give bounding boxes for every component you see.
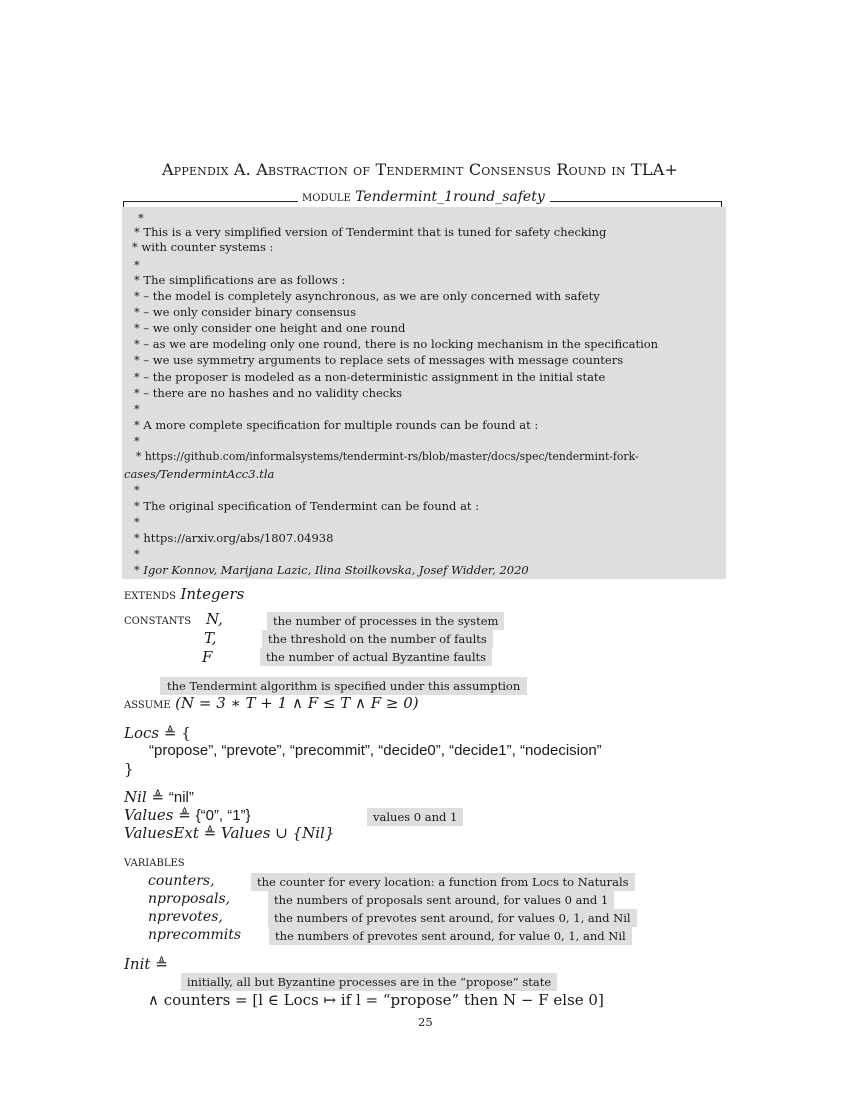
locs-lhs: Locs <box>124 724 160 742</box>
variable-comment: the numbers of proposals sent around, for values 0 and 1 <box>268 891 614 909</box>
valuesext-rhs: Values ∪ {Nil} <box>221 824 335 842</box>
comment-line: cases/TendermintAcc3.tla <box>124 467 275 481</box>
comment-line: * <box>134 258 140 272</box>
extends-keyword: extends <box>124 587 177 603</box>
values-lhs: Values <box>124 806 174 824</box>
valuesext-lhs: ValuesExt <box>124 824 199 842</box>
values-comment: values 0 and 1 <box>367 808 463 826</box>
locs-close-brace: } <box>124 760 134 778</box>
module-header <box>302 189 545 205</box>
extends-module: Integers <box>180 585 245 603</box>
nil-def <box>124 788 194 806</box>
constant-name: F <box>202 648 213 666</box>
comment-line: * https://arxiv.org/abs/1807.04938 <box>134 531 334 545</box>
nil-rhs: “nil” <box>168 789 194 806</box>
variable-name: nproposals, <box>148 891 231 907</box>
comment-line: * <box>134 434 140 448</box>
nil-lhs: Nil <box>124 788 147 806</box>
comment-line: * with counter systems : <box>132 240 274 254</box>
values-def <box>124 806 251 824</box>
module-rule-left <box>124 201 298 202</box>
comment-line: * This is a very simplified version of Tendermint that is tuned for safety checking <box>134 225 607 239</box>
assume-formula: (N = 3 ∗ T + 1 ∧ F ≤ T ∧ F ≥ 0) <box>175 694 419 712</box>
variable-comment: the counter for every location: a function from Locs to Naturals <box>251 873 635 891</box>
extends-line <box>124 585 244 603</box>
comment-line: * Igor Konnov, Marijana Lazic, Ilina Stoilkovska, Josef Widder, 2020 <box>134 563 529 577</box>
locs-values: “propose”, “prevote”, “precommit”, “decide0”, “decide1”, “nodecision” <box>149 742 602 759</box>
module-rule-right <box>550 201 722 202</box>
init-comment: initially, all but Byzantine processes are in the “propose” state <box>181 973 557 991</box>
comment-line: * – we only consider binary consensus <box>134 305 356 319</box>
comment-line: * – we only consider one height and one round <box>134 321 406 335</box>
comment-line: * – as we are modeling only one round, there is no locking mechanism in the specification <box>134 337 659 351</box>
constant-comment: the threshold on the number of faults <box>262 630 493 648</box>
valuesext-def <box>124 824 334 842</box>
assume-comment: the Tendermint algorithm is specified under this assumption <box>160 677 527 695</box>
comment-line: * – we use symmetry arguments to replace sets of messages with message counters <box>134 353 624 367</box>
appendix-title: Appendix A. Abstraction of Tendermint Consensus Round in TLA+ <box>162 160 679 179</box>
comment-line: * The original specification of Tendermint can be found at : <box>134 499 480 513</box>
variable-name: nprevotes, <box>148 909 223 925</box>
init-defeq: ≜ <box>155 955 168 973</box>
constant-name: N, <box>206 610 223 628</box>
init-formula: ∧ counters = [l ∈ Locs ↦ if l = “propose” then N − F else 0] <box>148 991 604 1009</box>
comment-line: * <box>134 515 140 529</box>
locs-open-brace: { <box>181 724 191 742</box>
variable-comment: the numbers of prevotes sent around, for values 0, 1, and Nil <box>268 909 637 927</box>
comment-line: * – the model is completely asynchronous, as we are only concerned with safety <box>134 289 600 303</box>
comment-line: * <box>134 483 140 497</box>
locs-def-line <box>124 724 191 742</box>
constant-comment: the number of processes in the system <box>267 612 504 630</box>
comment-line: * <box>138 211 144 225</box>
valuesext-defeq: ≜ <box>203 824 217 842</box>
variable-comment: the numbers of prevotes sent around, for value 0, 1, and Nil <box>269 927 632 945</box>
assume-line <box>124 694 419 712</box>
comment-line: * A more complete specification for multiple rounds can be found at : <box>134 418 539 432</box>
variables-keyword: variables <box>124 854 185 870</box>
comment-line: * <box>134 547 140 561</box>
init-def-line <box>124 955 168 973</box>
nil-defeq: ≜ <box>151 788 165 806</box>
comment-line: * <box>134 402 140 416</box>
module-name: Tendermint_1round_safety <box>355 189 545 205</box>
variable-name: counters, <box>148 873 215 889</box>
constants-keyword: constants <box>124 612 192 628</box>
locs-defeq: ≜ <box>163 724 177 742</box>
constant-comment: the number of actual Byzantine faults <box>260 648 492 666</box>
comment-line: * – the proposer is modeled as a non-deterministic assignment in the initial state <box>134 370 606 384</box>
values-defeq: ≜ <box>178 806 191 824</box>
constant-name: T, <box>204 629 217 647</box>
comment-line: * – there are no hashes and no validity checks <box>134 386 403 400</box>
values-rhs: {“0”, “1”} <box>195 807 251 824</box>
assume-keyword: assume <box>124 696 171 712</box>
module-keyword: module <box>302 189 351 205</box>
comment-line: * The simplifications are as follows : <box>134 273 346 287</box>
page-number: 25 <box>418 1015 433 1029</box>
init-lhs: Init <box>124 955 151 973</box>
variable-name: nprecommits <box>148 927 242 943</box>
comment-line: * https://github.com/informalsystems/tendermint-rs/blob/master/docs/spec/tendermint-fork- <box>136 450 639 463</box>
